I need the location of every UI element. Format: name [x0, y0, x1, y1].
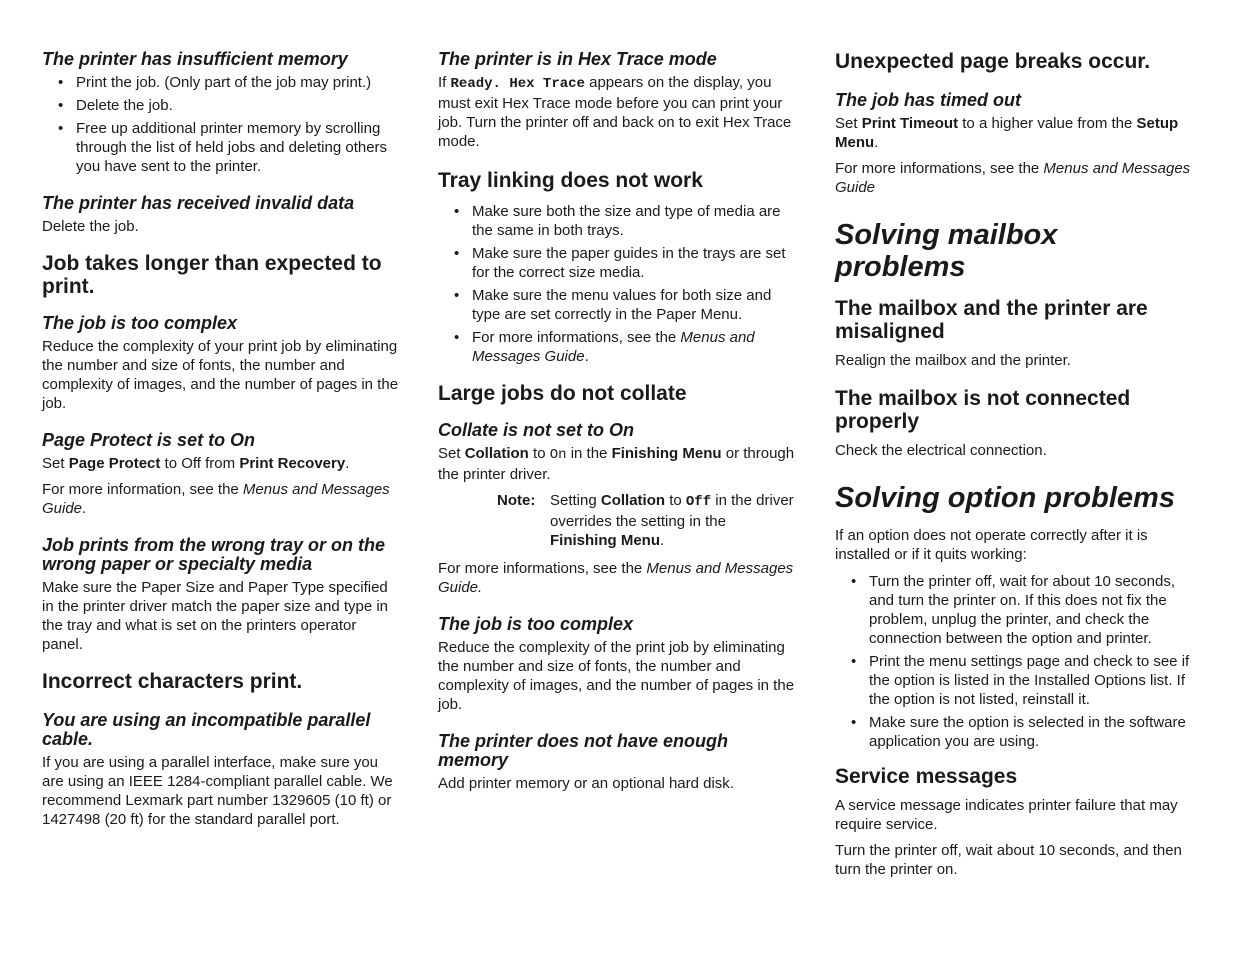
heading-wrong-tray: Job prints from the wrong tray or on the wrong paper or specialty media [42, 535, 386, 574]
text-job-complex: Reduce the complexity of your print job by eliminating the number and size of fonts, the number and complexity of images, and the number of pages in the job. [42, 338, 399, 412]
text-mailbox-misaligned: Realign the mailbox and the printer. [835, 352, 1071, 369]
text-timed-out-set: Set Print Timeout to a higher value from the Setup Menu. [835, 115, 1179, 151]
text-page-protect-more: For more information, see the Menus and Messages Guide. [42, 481, 390, 517]
text-service-messages-1: A service message indicates printer failure that may require service. [835, 797, 1178, 833]
text-parallel-cable: If you are using a parallel interface, make sure you are using an IEEE 1284-compliant parallel cable. We recommend Lexmark part number 1329605 (10 ft) or 1427498 (20 ft) for the standard parallel port. [42, 754, 393, 828]
heading-collate: Collate is not set to On [438, 420, 635, 440]
text-hex-trace: If Ready. Hex Trace appears on the display, you must exit Hex Trace mode before you can print your job. Turn the printer off and back on to exit Hex Trace mode. [438, 74, 792, 150]
text-option-intro: If an option does not operate correctly after it is installed or if it quits working: [835, 527, 1148, 563]
text-service-messages-2: Turn the printer off, wait about 10 seconds, and then turn the printer on. [835, 842, 1182, 878]
list-item: • Print the job. (Only part of the job may print.) [42, 73, 400, 92]
heading-service-messages: Service messages [835, 765, 1018, 788]
note-body: Setting Collation to Off in the driver overrides the setting in the Finishing Menu. [550, 492, 794, 549]
heading-parallel-cable: You are using an incompatible parallel cable. [42, 710, 371, 749]
list-item: • Print the menu settings page and check to see if the option is listed in the Installed Options list. If the option is not listed, reinstall it. [835, 652, 1193, 709]
list-insufficient-memory [42, 73, 400, 176]
heading-job-complex: The job is too complex [42, 313, 238, 333]
list-item: • Make sure both the size and type of media are the same in both trays. [438, 202, 796, 240]
column-middle [438, 50, 796, 800]
text-job-complex-2: Reduce the complexity of the print job by eliminating the number and size of fonts, the number and complexity of images, and the number of pages in the job. [438, 639, 795, 713]
list-item: • Delete the job. [42, 96, 400, 115]
heading-large-jobs: Large jobs do not collate [438, 382, 687, 405]
note-collate [497, 491, 796, 550]
heading-insufficient-memory: The printer has insufficient memory [42, 49, 348, 69]
column-right [835, 50, 1193, 886]
list-item: • Make sure the menu values for both size and type are set correctly in the Paper Menu. [438, 286, 796, 324]
heading-option-problems: Solving option problems [835, 482, 1175, 514]
heading-mailbox-problems: Solving mailbox problems [835, 219, 1058, 283]
heading-job-longer: Job takes longer than expected to print. [42, 252, 382, 298]
heading-page-breaks: Unexpected page breaks occur. [835, 50, 1151, 73]
heading-page-protect: Page Protect is set to On [42, 430, 256, 450]
heading-mailbox-not-connected: The mailbox is not connected properly [835, 387, 1131, 433]
note-label: Note: [497, 492, 536, 509]
list-item: • For more informations, see the Menus and Messages Guide. [438, 328, 796, 366]
text-invalid-data: Delete the job. [42, 218, 139, 235]
list-item: • Turn the printer off, wait for about 10 seconds, and turn the printer on. If this does not fix the problem, unplug the printer, and check the connection between the option and printer. [835, 572, 1193, 648]
list-item: • Make sure the option is selected in the software application you are using. [835, 713, 1193, 751]
list-tray-linking [438, 202, 796, 366]
list-option-problems [835, 572, 1193, 751]
text-timed-out-more: For more informations, see the Menus and Messages Guide [835, 160, 1191, 196]
heading-hex-trace: The printer is in Hex Trace mode [438, 49, 717, 69]
heading-tray-linking: Tray linking does not work [438, 169, 703, 192]
heading-mailbox-misaligned: The mailbox and the printer are misaligned [835, 297, 1148, 343]
heading-incorrect-chars: Incorrect characters print. [42, 670, 303, 693]
heading-timed-out: The job has timed out [835, 90, 1022, 110]
list-item: • Free up additional printer memory by scrolling through the list of held jobs and deleting others you have sent to the printer. [42, 119, 400, 176]
text-collate-set: Set Collation to On in the Finishing Menu or through the printer driver. [438, 445, 795, 483]
text-mailbox-not-connected: Check the electrical connection. [835, 442, 1047, 459]
heading-not-enough-memory: The printer does not have enough memory [438, 731, 729, 770]
heading-job-complex-2: The job is too complex [438, 614, 634, 634]
list-item: • Make sure the paper guides in the trays are set for the correct size media. [438, 244, 796, 282]
column-left [42, 50, 400, 836]
text-wrong-tray: Make sure the Paper Size and Paper Type specified in the printer driver match the paper size and type in the tray and what is set on the printers operator panel. [42, 579, 389, 653]
heading-invalid-data: The printer has received invalid data [42, 193, 355, 213]
text-collate-more: For more informations, see the Menus and Messages Guide. [438, 560, 794, 596]
text-page-protect-set: Set Page Protect to Off from Print Recovery. [42, 455, 350, 472]
text-not-enough-memory: Add printer memory or an optional hard disk. [438, 775, 734, 792]
